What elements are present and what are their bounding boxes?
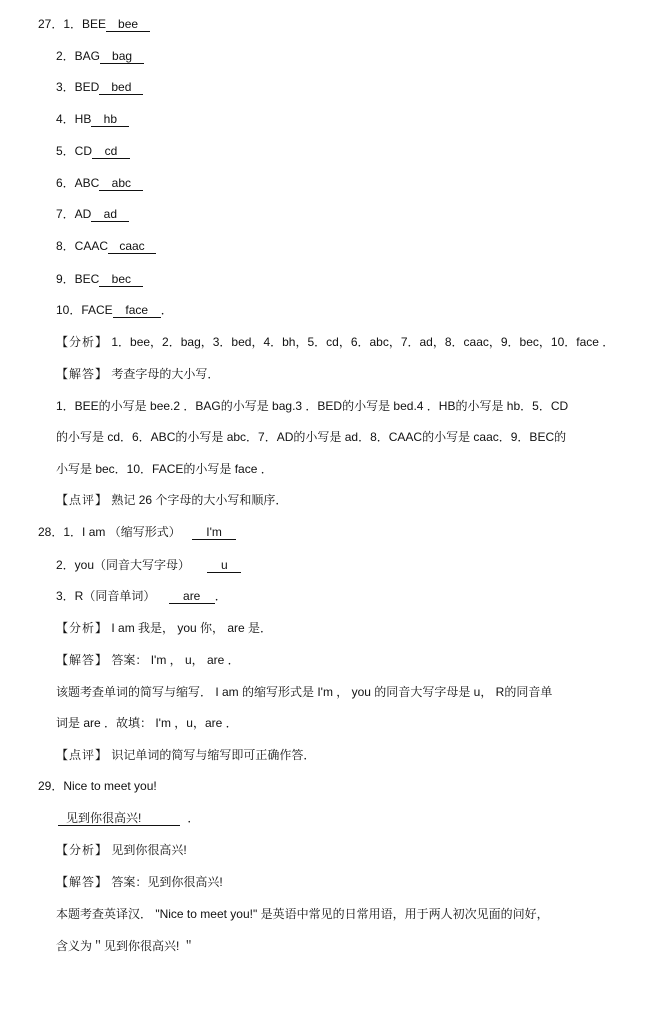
analysis-text: 1．bee，2．bag，3．bed，4．bh，5．cd，6．abc，7．ad，8．caac，9．bec，10．face ． [111, 335, 615, 349]
answer-blank: are [169, 590, 215, 604]
q28-item-1 [38, 524, 236, 540]
answer-blank: ad [91, 208, 129, 222]
comment-text: 识记单词的简写与缩写即可正确作答． [111, 748, 316, 762]
q27-item-prefix: 2．BAG [56, 49, 101, 63]
q27-item-7 [56, 206, 129, 222]
analysis-text: 见到你很高兴! [111, 843, 187, 857]
answer-blank: bag [100, 50, 144, 64]
answer-blank: bec [99, 273, 143, 287]
q27-item-8 [56, 238, 156, 254]
answer-blank: cd [92, 145, 130, 159]
q27-analysis [56, 334, 614, 350]
comment-tag: 【点评】 [56, 748, 109, 762]
q28-analysis [56, 620, 272, 636]
q29-title: 29．Nice to meet you! [38, 779, 157, 793]
analysis-tag: 【分析】 [56, 335, 109, 349]
q27-item-2 [56, 48, 144, 64]
q27-item-6 [56, 175, 143, 191]
q28-item-3 [56, 588, 227, 604]
q27-item-10 [56, 302, 173, 318]
q27-item-prefix: 5．CD [56, 144, 93, 158]
q27-solution [56, 366, 219, 382]
answer-blank: face [113, 304, 161, 318]
comment-tag: 【点评】 [56, 493, 109, 507]
q27-item-prefix: 4．HB [56, 112, 92, 126]
q28-explain-2: 词是 are ．故填： I'm ，u，are ． [56, 716, 238, 730]
solution-text: 答案： I'm ， u， are ． [111, 653, 240, 667]
answer-blank: I'm [192, 526, 236, 540]
solution-tag: 【解答】 [56, 367, 109, 381]
answer-blank: u [207, 559, 241, 573]
solution-text: 考查字母的大小写． [111, 367, 220, 381]
solution-text: 答案：见到你很高兴! [111, 875, 223, 889]
q27-explain-1: 1．BEE的小写是 bee.2 ．BAG的小写是 bag.3 ．BED的小写是 bed.4 ．HB的小写是 hb．5．CD [56, 399, 569, 413]
q27-explain-2: 的小写是 cd．6．ABC的小写是 abc．7．AD的小写是 ad．8．CAAC的小写是 caac．9．BEC的 [56, 430, 567, 444]
q27-item-prefix: 3．BED [56, 80, 100, 94]
q27-item-4 [56, 111, 129, 127]
q27-item-3 [56, 79, 143, 95]
answer-blank: 见到你很高兴! [58, 812, 180, 826]
q27-item-prefix: 7．AD [56, 207, 92, 221]
q27-item-prefix: 8．CAAC [56, 239, 109, 253]
comment-text: 熟记 26 个字母的大小写和顺序． [111, 493, 288, 507]
answer-blank: hb [91, 113, 129, 127]
q27-item-1 [38, 16, 150, 32]
analysis-tag: 【分析】 [56, 843, 109, 857]
analysis-text: I am 我是， you 你， are 是． [111, 621, 273, 635]
q27-item-prefix: 27．1．BEE [38, 17, 107, 31]
q29-explain-1: 本题考查英译汉． "Nice to meet you!" 是英语中常见的日常用语，用于两人初次见面的问好， [56, 907, 549, 921]
q27-explain-3: 小写是 bec．10．FACE的小写是 face ． [56, 462, 273, 476]
q29-explain-2: 含义为＂见到你很高兴! ＂ [56, 939, 195, 953]
answer-blank: abc [99, 177, 143, 191]
q27-item-suffix: ． [160, 303, 173, 317]
q27-item-prefix: 9．BEC [56, 272, 100, 286]
q28-item-prefix: 3．R（同音单词） [56, 589, 156, 603]
q28-item-2 [56, 557, 241, 573]
solution-tag: 【解答】 [56, 653, 109, 667]
q29-answer-line [58, 810, 199, 826]
q28-item-prefix: 28．1．I am （缩写形式） [38, 525, 181, 539]
q28-explain-1: 该题考查单词的简写与缩写． I am 的缩写形式是 I'm ， you 的同音大写字母是 u， R的同音单 [56, 685, 553, 699]
q29-solution [56, 874, 223, 890]
q27-item-prefix: 10．FACE [56, 303, 113, 317]
q27-item-9 [56, 271, 143, 287]
q29-suffix: ． [187, 811, 200, 825]
answer-blank: bee [106, 18, 150, 32]
q28-comment [56, 747, 315, 763]
analysis-tag: 【分析】 [56, 621, 109, 635]
q28-solution [56, 652, 240, 668]
solution-tag: 【解答】 [56, 875, 109, 889]
q28-item-prefix: 2．you（同音大写字母） [56, 558, 191, 572]
q28-item-suffix: ． [214, 589, 227, 603]
q27-item-5 [56, 143, 130, 159]
q27-item-prefix: 6．ABC [56, 176, 100, 190]
q27-comment [56, 492, 287, 508]
answer-blank: caac [108, 240, 156, 254]
answer-blank: bed [99, 81, 143, 95]
q29-analysis [56, 842, 187, 858]
